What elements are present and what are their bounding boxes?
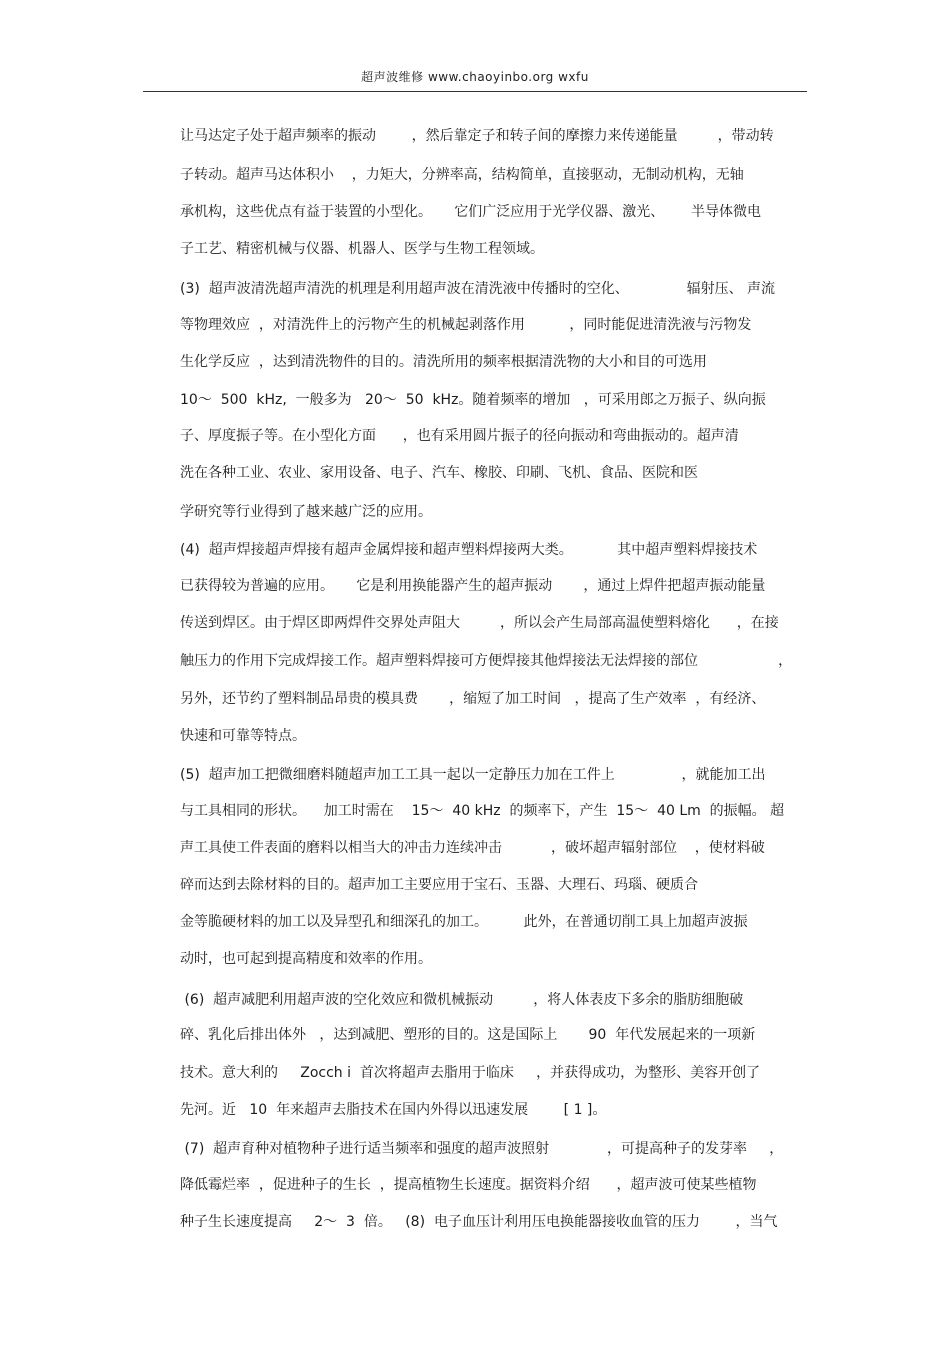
text-line: 种子生长速度提高 2～ 3 倍。 (8) 电子血压计利用压电换能器接收血管的压力 ，当气 [180, 1214, 778, 1230]
text-line: 另外，还节约了塑料制品昂贵的模具费 ，缩短了加工时间 ，提高了生产效率 ，有经济、 [180, 691, 766, 707]
text-line: 子、厚度振子等。在小型化方面 ，也有采用圆片振子的径向振动和弯曲振动的。超声清 [180, 428, 739, 444]
text-line: 先河。近 10 年来超声去脂技术在国内外得以迅速发展 [ 1 ]。 [180, 1102, 607, 1118]
text-line: 生化学反应 ，达到清洗物件的目的。清洗所用的频率根据清洗物的大小和目的可选用 [180, 354, 707, 370]
text-line: 声工具使工件表面的磨料以相当大的冲击力连续冲击 ，破坏超声辐射部位 ，使材料破 [180, 840, 765, 856]
text-line: (5) 超声加工把微细磨料随超声加工工具一起以一定静压力加在工件上 ，就能加工出 [180, 767, 766, 783]
text-line: 子转动。超声马达体积小 ，力矩大，分辨率高，结构简单，直接驱动，无制动机构，无轴 [180, 167, 744, 183]
page-header: 超声波维修 www.chaoyinbo.org wxfu [361, 70, 589, 84]
header-divider [143, 91, 807, 92]
text-line: 碎、乳化后排出体外 ，达到减肥、塑形的目的。这是国际上 90 年代发展起来的一项新 [180, 1027, 756, 1043]
text-line: 快速和可靠等特点。 [180, 728, 306, 744]
text-line: 降低霉烂率 ，促进种子的生长 ，提高植物生长速度。据资料介绍 ，超声波可使某些植物 [180, 1177, 757, 1193]
text-line: 学研究等行业得到了越来越广泛的应用。 [180, 504, 432, 520]
text-line: 传送到焊区。由于焊区即两焊件交界处声阻大 ，所以会产生局部高温使塑料熔化 ，在接 [180, 615, 779, 631]
text-line: 技术。意大利的 Zocch i 首次将超声去脂用于临床 ，并获得成功，为整形、美容开创了 [180, 1065, 761, 1081]
text-line: 已获得较为普遍的应用。 它是利用换能器产生的超声振动 ，通过上焊件把超声振动能量 [180, 578, 766, 594]
text-line: 金等脆硬材料的加工以及异型孔和细深孔的加工。 此外，在普通切削工具上加超声波振 [180, 914, 748, 930]
text-line: 子工艺、精密机械与仪器、机器人、医学与生物工程领域。 [180, 241, 544, 257]
text-line: 碎而达到去除材料的目的。超声加工主要应用于宝石、玉器、大理石、玛瑙、硬质合 [180, 877, 698, 893]
text-line: 10～ 500 kHz, 一般多为 20～ 50 kHz。随着频率的增加 ，可采用郎之万振子、纵向振 [180, 392, 766, 408]
text-line: (4) 超声焊接超声焊接有超声金属焊接和超声塑料焊接两大类。 其中超声塑料焊接技术 [180, 542, 758, 558]
text-line: 等物理效应 ，对清洗件上的污物产生的机械起剥落作用 ，同时能促进清洗液与污物发 [180, 317, 752, 333]
text-line: 承机构，这些优点有益于装置的小型化。 它们广泛应用于光学仪器、激光、 半导体微电 [180, 204, 761, 220]
text-line: 与工具相同的形状。 加工时需在 15～ 40 kHz 的频率下，产生 15～ 40 Lm 的振幅。 超 [180, 803, 785, 819]
text-line: (6) 超声减肥利用超声波的空化效应和微机械振动 ，将人体表皮下多余的脂肪细胞破 [180, 992, 744, 1008]
text-line: 动时，也可起到提高精度和效率的作用。 [180, 951, 432, 967]
text-line: 洗在各种工业、农业、家用设备、电子、汽车、橡胶、印刷、飞机、食品、医院和医 [180, 465, 698, 481]
text-line: (7) 超声育种对植物种子进行适当频率和强度的超声波照射 ，可提高种子的发芽率 ， [180, 1141, 784, 1157]
text-line: 触压力的作用下完成焊接工作。超声塑料焊接可方便焊接其他焊接法无法焊接的部位 ， [180, 653, 793, 669]
text-line: (3) 超声波清洗超声清洗的机理是利用超声波在清洗液中传播时的空化、 辐射压、 声流 [180, 281, 776, 297]
text-line: 让马达定子处于超声频率的振动 ，然后靠定子和转子间的摩擦力来传递能量 ，带动转 [180, 128, 774, 144]
